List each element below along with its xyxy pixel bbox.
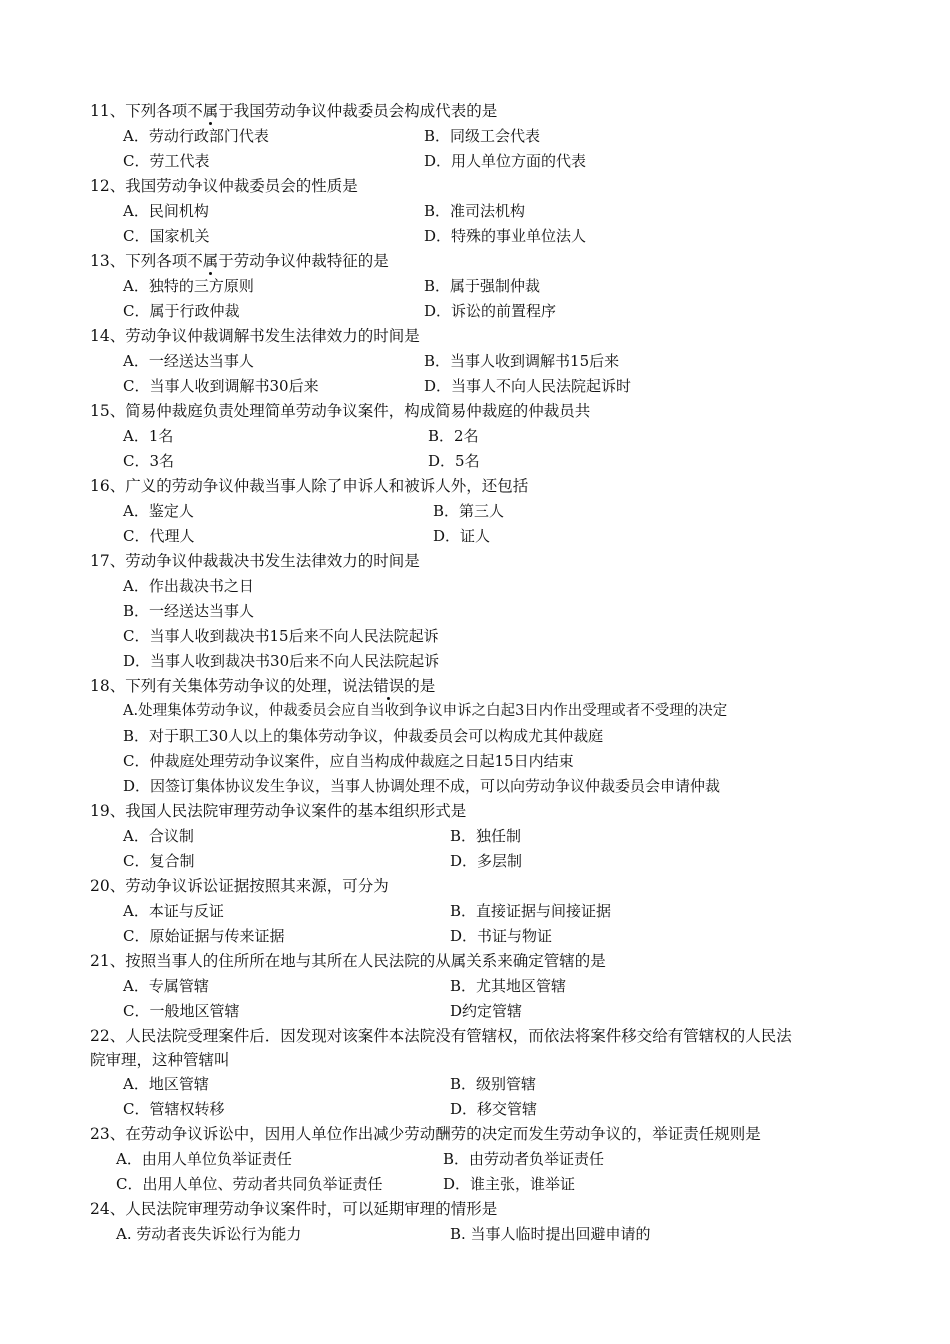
question-17-option-b: B．一经送达当事人 [123,602,255,620]
question-20-stem: 20、劳动争议诉讼证据按照其来源，可分为 [90,877,389,895]
question-18-option-d: D．因签订集体协议发生争议，当事人协调处理不成，可以向劳动争议仲裁委员会申请仲裁 [123,777,721,795]
question-16-option-b: B．第三人 [433,502,505,520]
question-12-stem: 12、我国劳动争议仲裁委员会的性质是 [90,177,358,195]
question-20-option-d: D．书证与物证 [450,927,553,945]
question-14-option-c: C．当事人收到调解书30后来 [123,377,319,395]
question-19-option-d: D．多层制 [450,852,523,870]
question-11-option-b: B．同级工会代表 [424,127,541,145]
question-15-option-b: B．2名 [428,427,479,445]
question-12-option-c: C．国家机关 [123,227,210,245]
question-22-option-b: B．级别管辖 [450,1075,537,1093]
question-22-option-d: D．移交管辖 [450,1100,538,1118]
question-18-option-b: B．对于职工30人以上的集体劳动争议，仲裁委员会可以构成尤其仲裁庭 [123,727,604,745]
question-23-option-a: A．由用人单位负举证责任 [116,1150,292,1168]
question-22-stem-continued: 院审理，这种管辖叫 [90,1051,230,1069]
question-11-option-c: C．劳工代表 [123,152,210,170]
question-11-option-d: D．用人单位方面的代表 [424,152,587,170]
question-12-option-d: D．特殊的事业单位法人 [424,227,587,245]
question-17-stem: 17、劳动争议仲裁裁决书发生法律效力的时间是 [90,552,420,570]
question-18-option-a: A.处理集体劳动争议，仲裁委员会应自当收到争议申诉之白起3日内作出受理或者不受理的决定 [123,703,728,719]
question-22-option-c: C．管辖权转移 [123,1100,225,1118]
question-16-option-c: C．代理人 [123,527,195,545]
question-16-stem: 16、广义的劳动争议仲裁当事人除了申诉人和被诉人外，还包括 [90,477,529,495]
question-17-option-d: D．当事人收到裁决书30后来不向人民法院起诉 [123,652,440,670]
question-12-option-b: B．准司法机构 [424,202,526,220]
question-13-option-b: B．属于强制仲裁 [424,277,541,295]
question-15-option-a: A．1名 [123,427,174,445]
emphasis-mark: 错误 [373,677,405,695]
question-19-stem: 19、我国人民法院审理劳动争议案件的基本组织形式是 [90,802,467,820]
question-23-option-b: B．由劳动者负举证责任 [443,1150,605,1168]
question-18-option-c: C．仲裁庭处理劳动争议案件，应自当构成仲裁庭之日起15日内结束 [123,752,574,770]
question-19-option-a: A．合议制 [123,827,194,845]
question-21-option-a: A．专属管辖 [123,977,209,995]
question-20-option-c: C．原始证据与传来证据 [123,927,285,945]
question-24-stem: 24、人民法院审理劳动争议案件时，可以延期审理的情形是 [90,1200,498,1218]
question-11-option-a: A．劳动行政部门代表 [123,127,269,145]
question-12-option-a: A．民间机构 [123,202,209,220]
question-13-option-a: A．独特的三方原则 [123,277,254,295]
emphasis-mark: 不属于 [187,252,234,270]
question-19-option-c: C．复合制 [123,852,195,870]
question-14-option-b: B．当事人收到调解书15后来 [424,352,620,370]
question-23-option-c: C．出用人单位、劳动者共同负举证责任 [116,1175,383,1193]
question-14-option-d: D．当事人不向人民法院起诉时 [424,377,632,395]
question-16-option-a: A．鉴定人 [123,502,194,520]
question-16-option-d: D．证人 [433,527,491,545]
question-18-stem: 18、下列有关集体劳动争议的处理，说法错误的是 [90,677,436,695]
question-19-option-b: B．独任制 [450,827,522,845]
question-13-option-d: D．诉讼的前置程序 [424,302,557,320]
question-21-stem: 21、按照当事人的住所所在地与其所在人民法院的从属关系来确定管辖的是 [90,952,606,970]
question-13-option-c: C．属于行政仲裁 [123,302,240,320]
question-13-stem: 13、下列各项不属于劳动争议仲裁特征的是 [90,252,389,270]
question-20-option-b: B．直接证据与间接证据 [450,902,612,920]
question-24-option-b: B. 当事人临时提出回避申请的 [450,1225,651,1243]
question-14-option-a: A．一经送达当事人 [123,352,254,370]
question-22-stem: 22、人民法院受理案件后．因发现对该案件本法院没有管辖权，而依法将案件移交给有管辖权的人民法 [90,1027,792,1045]
question-23-option-d: D．谁主张，谁举证 [443,1175,576,1193]
question-20-option-a: A．本证与反证 [123,902,224,920]
question-17-option-c: C．当事人收到裁决书15后来不向人民法院起诉 [123,627,439,645]
emphasis-mark: 不属于 [187,102,234,120]
question-15-stem: 15、简易仲裁庭负责处理简单劳动争议案件，构成简易仲裁庭的仲裁员共 [90,402,591,420]
question-21-option-c: C．一般地区管辖 [123,1002,240,1020]
question-17-option-a: A．作出裁决书之日 [123,577,254,595]
question-15-option-c: C．3名 [123,452,175,470]
question-14-stem: 14、劳动争议仲裁调解书发生法律效力的时间是 [90,327,420,345]
question-22-option-a: A．地区管辖 [123,1075,209,1093]
question-24-option-a: A. 劳动者丧失诉讼行为能力 [116,1225,302,1243]
question-11-stem: 11、下列各项不属于我国劳动争议仲裁委员会构成代表的是 [90,102,498,120]
question-21-option-d: D约定管辖 [450,1002,523,1020]
question-21-option-b: B．尤其地区管辖 [450,977,567,995]
question-15-option-d: D．5名 [428,452,480,470]
question-23-stem: 23、在劳动争议诉讼中，因用人单位作出减少劳动酬劳的决定而发生劳动争议的，举证责任规则是 [90,1125,761,1143]
